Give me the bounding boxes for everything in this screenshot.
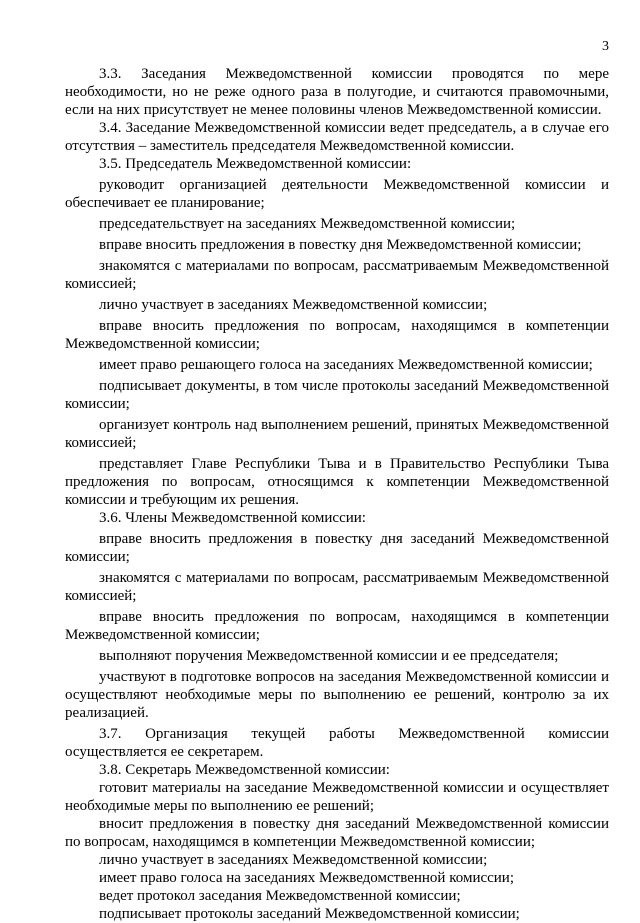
list-item: подписывает протоколы заседаний Межведомственной комиссии; xyxy=(99,906,520,922)
list-item: вносит предложения в повестку дня заседаний Межведомственной комиссии по вопросам, находящимся в компетенции Межведомственной комиссии; xyxy=(65,816,609,850)
page-number: 3 xyxy=(602,39,609,54)
list-item: лично участвует в заседаниях Межведомственной комиссии; xyxy=(99,297,488,313)
paragraph-3-7: 3.7. Организация текущей работы Межведомственной комиссии осуществляется ее секретарем. xyxy=(65,726,609,760)
list-item: ведет протокол заседания Межведомственной комиссии; xyxy=(99,888,461,904)
paragraph-3-5-heading: 3.5. Председатель Межведомственной комиссии: xyxy=(99,156,412,172)
list-item: готовит материалы на заседание Межведомственной комиссии и осуществляет необходимые меры по выполнению ее решений; xyxy=(65,780,609,814)
list-item: вправе вносить предложения по вопросам, находящимся в компетенции Межведомственной комиссии; xyxy=(65,609,609,643)
list-item: имеет право голоса на заседаниях Межведомственной комиссии; xyxy=(99,870,515,886)
list-item: выполняют поручения Межведомственной комиссии и ее председателя; xyxy=(99,648,559,664)
document-body xyxy=(65,65,609,923)
paragraph-3-4: 3.4. Заседание Межведомственной комиссии ведет председатель, а в случае его отсутствия – заместитель председателя Межведомственной комиссии. xyxy=(65,120,609,154)
paragraph-3-8-heading: 3.8. Секретарь Межведомственной комиссии: xyxy=(99,762,390,778)
list-item: вправе вносить предложения по вопросам, находящимся в компетенции Межведомственной комиссии; xyxy=(65,318,609,352)
list-item: вправе вносить предложения в повестку дня Межведомственной комиссии; xyxy=(99,237,582,253)
list-item: участвуют в подготовке вопросов на заседания Межведомственной комиссии и осуществляют необходимые меры по выполнению ее решений, контролю за их реализацией. xyxy=(65,669,609,721)
list-item: подписывает документы, в том числе протоколы заседаний Межведомственной комиссии; xyxy=(65,378,609,412)
list-item: знакомятся с материалами по вопросам, рассматриваемым Межведомственной комиссией; xyxy=(65,570,609,604)
list-item: организует контроль над выполнением решений, принятых Межведомственной комиссией; xyxy=(65,417,609,451)
list-item: лично участвует в заседаниях Межведомственной комиссии; xyxy=(99,852,488,868)
list-item: представляет Главе Республики Тыва и в Правительство Республики Тыва предложения по вопросам, относящимся к компетенции Межведомственной комиссии и требующим их решения. xyxy=(65,456,609,508)
list-item: знакомятся с материалами по вопросам, рассматриваемым Межведомственной комиссией; xyxy=(65,258,609,292)
list-item: руководит организацией деятельности Межведомственной комиссии и обеспечивает ее планирование; xyxy=(65,177,609,211)
paragraph-3-6-heading: 3.6. Члены Межведомственной комиссии: xyxy=(99,510,366,526)
list-item: председательствует на заседаниях Межведомственной комиссии; xyxy=(99,216,516,232)
paragraph-3-3: 3.3. Заседания Межведомственной комиссии проводятся по мере необходимости, но не реже одного раза в полугодие, и считаются правомочными, если на них присутствует не менее половины членов Межведомственной комиссии. xyxy=(65,66,609,118)
list-item: вправе вносить предложения в повестку дня заседаний Межведомственной комиссии; xyxy=(65,531,609,565)
list-item: имеет право решающего голоса на заседаниях Межведомственной комиссии; xyxy=(99,357,593,373)
